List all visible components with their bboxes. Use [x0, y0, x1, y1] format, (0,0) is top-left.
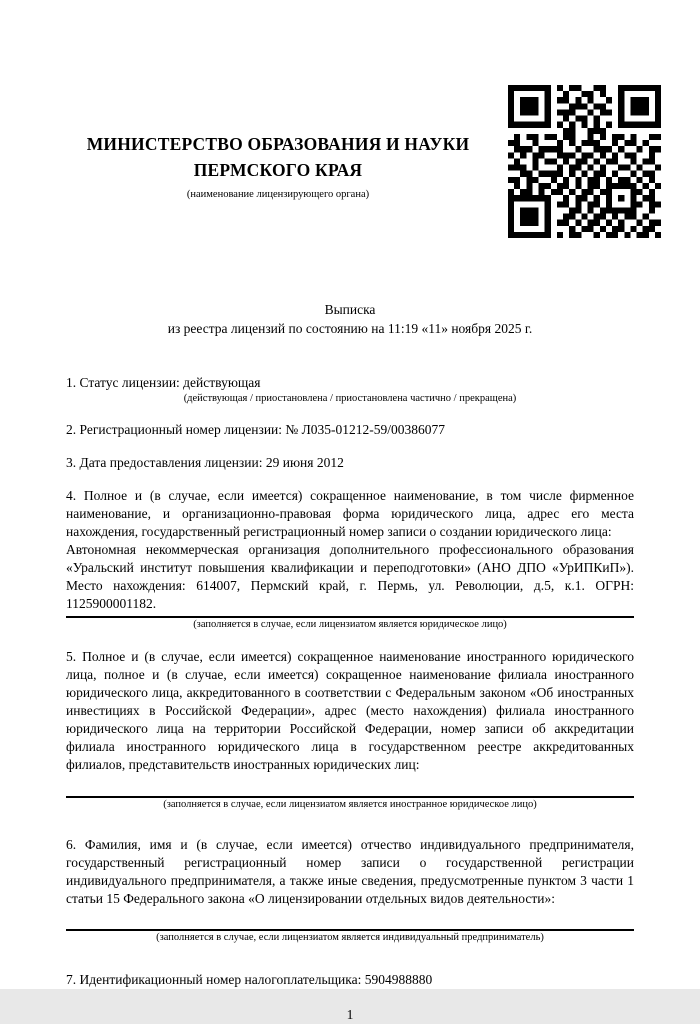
- document-title-line1: Выписка: [324, 302, 376, 317]
- item-legal-entity-value: Автономная некоммерческая организация дополнительного профессионального образования «Уральский институт повышения квалификации и переподготовки» (АНО ДПО «УрИПКиП»). Место нахождения: 614007, Пермский край, г. Пермь, ул. Революции, д.5, к.1. ОГРН: 1125900001182.: [66, 542, 634, 611]
- issuer-caption: (наименование лицензирующего органа): [186, 189, 370, 200]
- page-number: 1: [346, 1007, 354, 1022]
- item-legal-entity-note: (заполняется в случае, если лицензиатом является юридическое лицо): [193, 619, 507, 630]
- item-license-status: 1. Статус лицензии: действующая: [66, 375, 261, 390]
- item-taxpayer-number: 7. Идентификационный номер налогоплательщика: 5904988880: [66, 972, 433, 987]
- document-title-line2: из реестра лицензий по состоянию на 11:19 «11» ноября 2025 г.: [167, 321, 533, 336]
- item-entrepreneur-heading: 6. Фамилия, имя и (в случае, если имеется) отчество индивидуального предпринимателя, государственный регистрационный номер записи о государственной регистрации индивидуального предпринимателя, а также иные сведения, предусмотренные пунктом 3 части 1 статьи 15 Федерального закона «О лицензировании отдельных видов деятельности»:: [66, 837, 634, 906]
- document-body: [66, 300, 634, 1024]
- item-registration-number: 2. Регистрационный номер лицензии: № Л035-01212-59/00386077: [66, 422, 446, 437]
- item-license-status-note: (действующая / приостановлена / приостановлена частично / прекращена): [183, 393, 517, 404]
- item-foreign-entity-heading: 5. Полное и (в случае, если имеется) сокращенное наименование иностранного юридического лица, полное и (в случае, если имеется) сокращенное наименование филиала иностранного юридического лица, аккредитованного в соответствии с Федеральным законом «Об иностранных инвестициях в Российской Федерации», адрес (место нахождения) филиала иностранного юридического лица на территории Российской Федерации, номер записи об аккредитации филиала иностранного юридического лица в государственном реестре аккредитованных филиалов, представительств иностранных юридических лиц:: [66, 649, 634, 772]
- item-entrepreneur-note: (заполняется в случае, если лицензиатом является индивидуальный предприниматель): [156, 932, 544, 943]
- issuer-name-line2: ПЕРМСКОГО КРАЯ: [193, 160, 363, 180]
- qr-code: [508, 85, 661, 238]
- item-legal-entity-heading: 4. Полное и (в случае, если имеется) сокращенное наименование, в том числе фирменное наименование, и организационно-правовая форма юридического лица, адрес его места нахождения, государственный регистрационный номер записи о создании юридического лица:: [66, 488, 634, 539]
- issuer-header: [66, 131, 490, 201]
- issuer-name-line1: МИНИСТЕРСТВО ОБРАЗОВАНИЯ И НАУКИ: [86, 134, 470, 154]
- item-grant-date: 3. Дата предоставления лицензии: 29 июня 2012: [66, 455, 344, 470]
- item-foreign-entity-note: (заполняется в случае, если лицензиатом является иностранное юридическое лицо): [163, 799, 537, 810]
- document-title: [66, 300, 634, 338]
